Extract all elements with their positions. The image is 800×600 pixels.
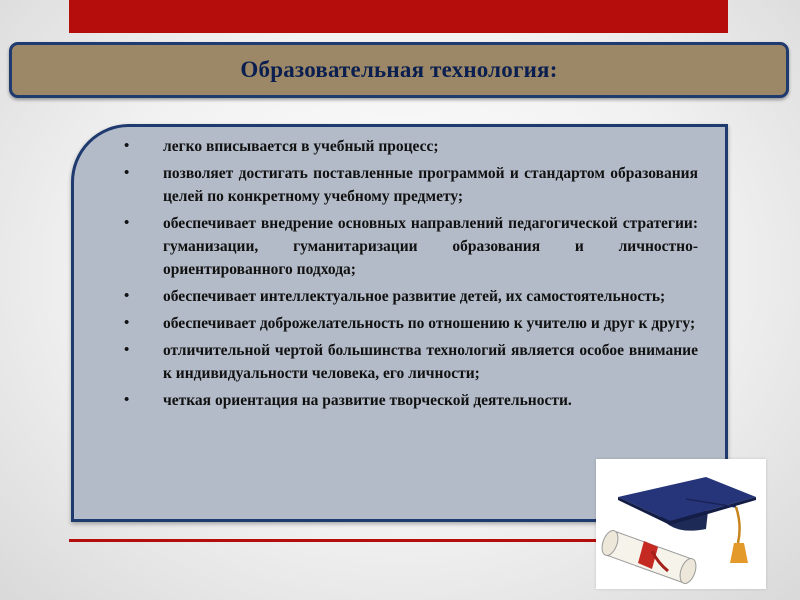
bullet-text: обеспечивает внедрение основных направлений педагогической стратегии: гуманизации, гуманитаризации образования и личностно-ориентированного подхода;	[163, 215, 698, 278]
slide-title: Образовательная технология:	[240, 57, 558, 82]
bullet-text: позволяет достигать поставленные программой и стандартом образования целей по конкретному учебному предмету;	[163, 165, 698, 205]
bullet-text: обеспечивает доброжелательность по отношению к учителю и друг к другу;	[163, 315, 696, 332]
list-item	[120, 389, 698, 412]
diploma-scroll-icon	[599, 528, 699, 585]
bullet-icon: •	[124, 392, 130, 408]
bullet-text: отличительной чертой большинства технологий является особое внимание к индивидуальности человека, его личности;	[163, 342, 698, 382]
list-item	[120, 135, 698, 158]
bullet-text: четкая ориентация на развитие творческой деятельности.	[163, 392, 572, 409]
bullet-icon: •	[124, 215, 130, 231]
list-item	[120, 162, 698, 208]
bullet-icon: •	[124, 138, 130, 154]
list-item	[120, 339, 698, 385]
bullet-text: обеспечивает интеллектуальное развитие детей, их самостоятельность;	[163, 288, 666, 305]
list-item	[120, 212, 698, 281]
list-item	[120, 312, 698, 335]
bullet-icon: •	[124, 342, 130, 358]
bullet-icon: •	[124, 315, 130, 331]
bullet-icon: •	[124, 165, 130, 181]
bullet-list	[120, 135, 698, 416]
list-item	[120, 285, 698, 308]
bullet-icon: •	[124, 288, 130, 304]
top-accent-band	[69, 0, 728, 33]
title-banner	[9, 42, 789, 98]
graduation-cap-diploma-icon	[596, 459, 766, 589]
bullet-text: легко вписывается в учебный процесс;	[163, 138, 439, 155]
